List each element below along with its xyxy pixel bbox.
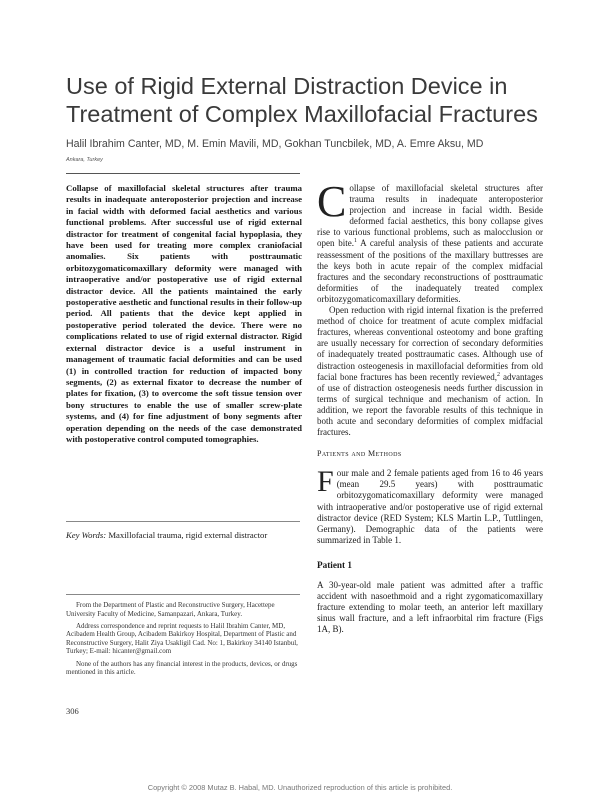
footnotes: [66, 601, 300, 680]
methods-text: our male and 2 female patients aged from 16 to 46 years (mean 29.5 years) with posttraumatic orbitozygomaticomaxillary deformity were managed with intraoperative and/or postoperative use of rigid external distractor device (RED System; KLS Martin L.P., Tuttlingen, Germany). Demographic data of the patients were summarized in Table 1.: [317, 468, 543, 545]
footnote-from: From the Department of Plastic and Reconstructive Surgery, Hacettepe University Faculty of Medicine, Samanpazari, Ankara, Turkey.: [66, 601, 275, 618]
keywords-label: Key Words:: [66, 530, 107, 540]
footnote-interest: None of the authors has any financial interest in the products, devices, or drugs mentioned in this article.: [66, 659, 298, 677]
para2-text: Open reduction with rigid internal fixation is the preferred method of choice for treatment of acute complex midfacial fractures, whereas conventional osteotomy and bone grafting are usually necessary for correction of secondary deformities of inadequately treated posttraumatic cases. Although use of distraction osteogenesis in maxillofacial deformities from old facial bone fractures has been recently reviewed,: [317, 305, 543, 382]
page-number: 306: [66, 706, 79, 716]
footnote-rule: [66, 594, 300, 595]
abstract: Collapse of maxillofacial skeletal structures after trauma results in inadequate anteroposterior projection and increase in facial width with deformed facial aesthetics and various functional problems. After successful use of rigid external distractor for treatment of congenital facial hypoplasia, they have been used for treating more complex craniofacial anomalies. Six patients with posttraumatic orbitozygomaticomaxillary deformity were managed with intraoperative and/or postoperative use of rigid external distractor device. All the patients maintained the early postoperative aesthetic and functional results in their follow-up period. All patients that the device kept applied in postoperative period tolerated the device. There were no complications related to use of rigid external distractor. Rigid external distractor device is a useful instrument in management of traumatic facial deformities and can be used (1) in controlled traction for reduction of impacted bony segments, (2) as external fixator to decrease the number of plates for fixation, (3) to overcome the soft tissue tension over bony structures to enable the use of smaller screw-plate systems, and (4) for fine adjustment of bony segments after operation depending on the needs of the case demonstrated with postoperative control computed tomographies.: [66, 183, 302, 444]
keywords-rule: [66, 521, 300, 522]
methods-dropcap: F: [317, 465, 334, 499]
footnote-address: Address correspondence and reprint requests to Halil Ibrahim Canter, MD, Acibadem Health Group, Acibadem Bakirkoy Hospital, Department of Plastic and Reconstructive Surgery, Halit Ziya Usakligil Cad. No: 1, Bakirkoy 34140 Istanbul, Turkey; E-mail: hicanter@gmail.com: [66, 621, 298, 656]
para2-text-cont: advantages of use of distraction osteogenesis needs further discussion in terms of surgical technique and mechanism of action. In addition, we report the favorable results of this technique in both acute and secondary deformities of complex midfacial fractures.: [317, 371, 544, 438]
reference-1: 1: [353, 238, 357, 245]
intro-dropcap: C: [317, 177, 347, 226]
keywords: [66, 530, 302, 542]
copyright-notice: Copyright © 2008 Mutaz B. Habal, MD. Unauthorized reproduction of this article is prohibited.: [147, 783, 453, 792]
author-list: Halil Ibrahim Canter, MD, M. Emin Mavili, MD, Gokhan Tuncbilek, MD, A. Emre Aksu, MD: [66, 138, 484, 150]
second-paragraph: [317, 305, 543, 438]
intro-text-cont: A careful analysis of these patients and accurate reassessment of the positions of the maxillary buttresses are the keys both in acute repair of the complex midfacial fractures and the secondary reconstructions of posttraumatic deformities of the inadequately treated complex orbitozygomaticomaxillary deformities.: [317, 238, 543, 304]
body-column: [317, 177, 544, 635]
article-title: Use of Rigid External Distraction Device in Treatment of Complex Maxillofacial Fractures: [66, 73, 538, 127]
patient1-heading: Patient 1: [317, 559, 352, 570]
reference-2: 2: [497, 371, 501, 378]
intro-paragraph: [317, 177, 543, 305]
methods-paragraph: [317, 465, 543, 546]
patient1-paragraph: A 30-year-old male patient was admitted after a traffic accident with nasoethmoid and a right zygomaticomaxillary fracture extending to molar teeth, an anterior left maxillary sinus wall fracture, and a left infraorbital rim fracture (Figs 1A, B).: [317, 580, 543, 635]
affiliation-location: Ankara, Turkey: [66, 157, 103, 163]
keywords-text: Maxillofacial trauma, rigid external distractor: [108, 530, 268, 540]
intro-text: ollapse of maxillofacial skeletal structures after trauma results in inadequate anteroposterior projection and increase in facial width. Beside deformed facial aesthetics, this bony collapse gives rise to various functional problems, such as malocclusion or open bite.: [317, 183, 543, 249]
methods-heading: Patients and Methods: [317, 449, 402, 459]
abstract-top-rule: [66, 173, 300, 174]
